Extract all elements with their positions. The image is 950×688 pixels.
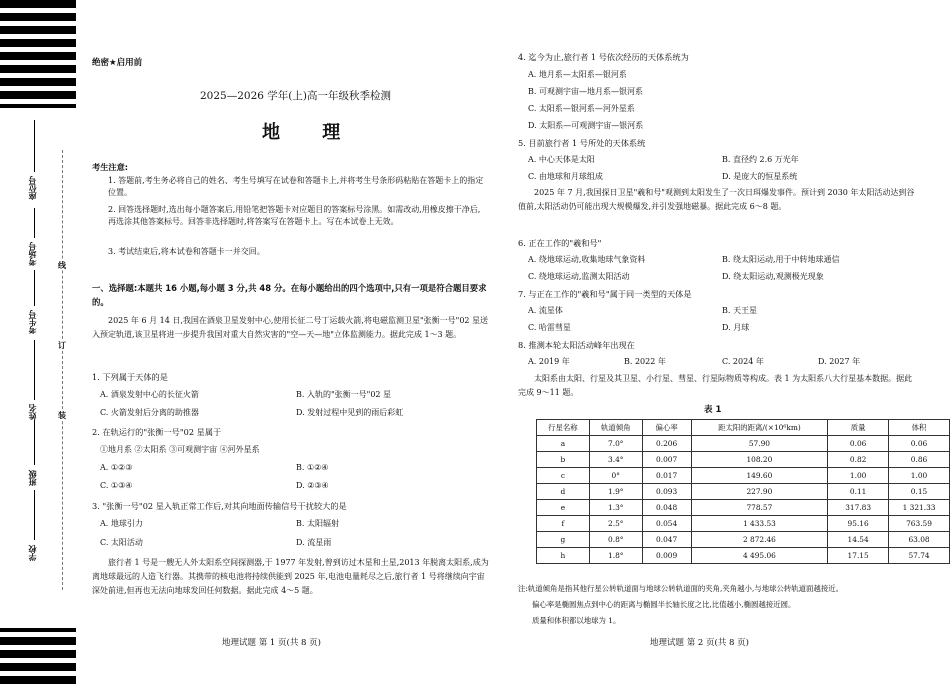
notice-heading: 考生注意: (92, 162, 129, 172)
class-label: 班级 (28, 470, 37, 486)
q4-option-d: D. 太阳系—可观测宇宙—银河系 (528, 121, 644, 130)
table-cell: 2 872.46 (691, 532, 828, 548)
passage-3: 2025 年 7 月,我国探日卫星"羲和号"观测到太阳发生了一次日珥爆发事件。预计到 2030 年太阳活动达到谷值前,太阳活动仍可能出现大规模爆发,并引发强地磁暴。据此完成 6～8 题。 (518, 188, 915, 211)
table-cell: 0.206 (642, 436, 691, 452)
question-8: 8. 推测本轮太阳活动峰年出现在 (518, 340, 635, 350)
school-line (34, 490, 35, 540)
table-cell: 1.00 (828, 468, 889, 484)
notice-item-1: 1. 答题前,考生务必将自己的姓名、考生号填写在试卷和答题卡上,并将考生号条形码粘贴在答题卡上的指定位置。 (108, 176, 484, 198)
q3-option-c: C. 太阳活动 (100, 538, 143, 547)
q6-option-b: B. 绕太阳运动,用于中转地球通信 (722, 255, 840, 264)
room-label: 考场号 (28, 242, 37, 266)
q7-option-a: A. 流星体 (528, 306, 563, 315)
table-cell: 0.007 (642, 452, 691, 468)
table-row (537, 500, 950, 516)
q2-option-b: B. ①②④ (296, 463, 329, 472)
q1-option-b: B. 入轨的"张衡一号"02 星 (296, 390, 392, 399)
table-cell: 14.54 (828, 532, 889, 548)
table-cell: 1 321.33 (889, 500, 950, 516)
table-cell: 0.093 (642, 484, 691, 500)
q2-option-a: A. ①②③ (100, 463, 133, 472)
table-row (537, 484, 950, 500)
table-cell: e (537, 500, 590, 516)
q5-option-a: A. 中心天体是太阳 (528, 155, 595, 164)
table-cell: c (537, 468, 590, 484)
table-row (537, 452, 950, 468)
name-label: 姓名 (28, 404, 37, 420)
table-cell: g (537, 532, 590, 548)
question-2: 2. 在轨运行的"张衡一号"02 星属于 (92, 427, 222, 437)
q4-option-b: B. 可观测宇宙—地月系—银河系 (528, 87, 643, 96)
table-cell: 0.048 (642, 500, 691, 516)
question-7: 7. 与正在工作的"羲和号"属于同一类型的天体是 (518, 289, 692, 299)
school-label: 学校 (28, 545, 37, 561)
exam-title: 2025—2026 学年(上)高一年级秋季检测 (200, 90, 391, 102)
table-cell: 108.20 (691, 452, 828, 468)
passage-4: 太阳系由太阳、行星及其卫星、小行星、彗星、行星际物质等构成。表 1 为太阳系八大行星基本数据。据此完成 9～11 题。 (518, 374, 913, 397)
table-cell: 57.74 (889, 548, 950, 564)
q8-option-c: C. 2024 年 (722, 357, 764, 366)
class-line (34, 420, 35, 465)
table-cell: 763.59 (889, 516, 950, 532)
question-1: 1. 下列属于天体的是 (92, 372, 168, 382)
table-cell: 0° (589, 468, 642, 484)
table-cell: 0.82 (828, 452, 889, 468)
table-cell: 7.0° (589, 436, 642, 452)
q6-option-d: D. 绕太阳运动,观测极光现象 (722, 272, 824, 281)
question-4: 4. 迄今为止,旅行者 1 号依次经历的天体系统为 (518, 52, 689, 62)
table-header-cell: 行星名称 (537, 420, 590, 436)
room-line (34, 208, 35, 238)
page-footer-1: 地理试题 第 1 页(共 8 页) (222, 638, 321, 648)
q3-option-b: B. 太阳辐射 (296, 519, 339, 528)
table-cell: h (537, 548, 590, 564)
cut-label-staple: 装 (58, 410, 66, 420)
table-cell: 1.8° (589, 548, 642, 564)
id-line (34, 270, 35, 306)
planet-data-table (536, 419, 950, 564)
question-5: 5. 目前旅行者 1 号所处的天体系统 (518, 138, 646, 148)
table-note-1: 注:轨道倾角是指其他行星公转轨道面与地球公转轨道面的夹角,夹角越小,与地球公转轨道面越接近。 (518, 584, 843, 593)
table-cell: 1.00 (889, 468, 950, 484)
table-cell: 227.90 (691, 484, 828, 500)
q1-option-d: D. 发射过程中见到的雨后彩虹 (296, 408, 404, 417)
table-cell: 0.15 (889, 484, 950, 500)
id-label: 考生号 (28, 310, 37, 334)
q7-option-b: B. 天王星 (722, 306, 757, 315)
table-cell: 0.047 (642, 532, 691, 548)
passage-2: 旅行者 1 号是一艘无人外太阳系空间探测器,于 1977 年发射,曾到访过木星和土星,2013 年脱离太阳系,成为离地球最远的人造飞行器。其携带的核电池将持续供能到 2025 年,电池电量耗尽之后,旅行者 1 号将继续向宇宙深处前进,但再也无法向地球发回任何数据。据此完成 4～5 题。 (92, 558, 489, 595)
table-cell: f (537, 516, 590, 532)
table-cell: 1 433.53 (691, 516, 828, 532)
table-header-cell: 质量 (828, 420, 889, 436)
table-cell: 0.06 (889, 436, 950, 452)
section-heading: 一、选择题:本题共 16 小题,每小题 3 分,共 48 分。在每小题给出的四个选项中,只有一项是符合题目要求的。 (92, 283, 487, 308)
q5-option-d: D. 是庞大的恒星系统 (722, 172, 798, 181)
q6-option-a: A. 绕地球运动,收集地球气象资料 (528, 255, 646, 264)
table-cell: 57.90 (691, 436, 828, 452)
table-cell: 1.3° (589, 500, 642, 516)
seat-label: 座位号 (28, 176, 37, 200)
table-header-cell: 偏心率 (642, 420, 691, 436)
binding-area (0, 108, 76, 628)
q2-option-c: C. ①③④ (100, 481, 133, 490)
table-cell: a (537, 436, 590, 452)
table-cell: 149.60 (691, 468, 828, 484)
q8-option-b: B. 2022 年 (624, 357, 666, 366)
q1-option-c: C. 火箭发射后分离的助推器 (100, 408, 199, 417)
q7-option-c: C. 哈雷彗星 (528, 323, 571, 332)
q8-option-a: A. 2019 年 (528, 357, 570, 366)
table-cell: 3.4° (589, 452, 642, 468)
passage-1: 2025 年 6 月 14 日,我国在酒泉卫星发射中心,使用长征二号丁运载火箭,将电磁监测卫星"张衡一号"02 星送入预定轨道,该卫星将进一步提升我国对重大自然灾害的"空—天—地"立体监测能力。据此完成 1～3 题。 (92, 316, 489, 339)
table-cell: 2.5° (589, 516, 642, 532)
table-cell: 63.08 (889, 532, 950, 548)
table-cell: 95.16 (828, 516, 889, 532)
table-cell: 778.57 (691, 500, 828, 516)
q5-option-b: B. 直径约 2.6 万光年 (722, 155, 799, 164)
subject-title: 地 理 (262, 122, 359, 143)
table-cell: 1.9° (589, 484, 642, 500)
table-title: 表 1 (704, 405, 722, 415)
table-header-row (537, 420, 950, 436)
table-header-cell: 距太阳的距离/(×10⁶km) (691, 420, 828, 436)
q4-option-c: C. 太阳系—银河系—河外星系 (528, 104, 635, 113)
table-row (537, 468, 950, 484)
notice-item-2: 2. 回答选择题时,选出每小题答案后,用铅笔把答题卡对应题目的答案标号涂黑。如需改动,用橡皮擦干净后,再选涂其他答案标号。回答非选择题时,将答案写在答题卡上。写在本试卷上无效。 (108, 205, 481, 227)
question-6: 6. 正在工作的"羲和号" (518, 238, 602, 248)
cut-label-line: 线 (58, 260, 66, 270)
confidential-mark: 绝密★启用前 (92, 58, 143, 68)
q3-option-d: D. 流星雨 (296, 538, 332, 547)
table-cell: d (537, 484, 590, 500)
table-cell: 317.83 (828, 500, 889, 516)
question-3: 3. "张衡一号"02 星入轨正常工作后,对其向地面传输信号干扰较大的是 (92, 501, 347, 511)
table-cell: 0.11 (828, 484, 889, 500)
table-row (537, 532, 950, 548)
q3-option-a: A. 地球引力 (100, 519, 143, 528)
page-footer-2: 地理试题 第 2 页(共 8 页) (650, 638, 749, 648)
table-header-cell: 轨道倾角 (589, 420, 642, 436)
q2-choices: ①地月系 ②太阳系 ③可观测宇宙 ④河外星系 (100, 445, 260, 454)
table-note-2: 偏心率是椭圆焦点到中心的距离与椭圆半长轴长度之比,比值越小,椭圆越接近圆。 (532, 600, 796, 609)
table-row (537, 548, 950, 564)
notice-item-3: 3. 考试结束后,将本试卷和答题卡一并交回。 (108, 247, 265, 256)
q8-option-d: D. 2027 年 (818, 357, 861, 366)
table-note-3: 质量和体积都以地球为 1。 (532, 616, 621, 625)
table-cell: 0.86 (889, 452, 950, 468)
table-cell: 0.009 (642, 548, 691, 564)
table-header-cell: 体积 (889, 420, 950, 436)
table-row (537, 516, 950, 532)
seat-line (34, 120, 35, 172)
cut-label-bind: 订 (58, 340, 66, 350)
table-cell: 0.054 (642, 516, 691, 532)
q4-option-a: A. 地月系—太阳系—银河系 (528, 70, 627, 79)
q5-option-c: C. 由地球和月球组成 (528, 172, 603, 181)
name-line (34, 340, 35, 400)
q1-option-a: A. 酒泉发射中心的长征火箭 (100, 390, 199, 399)
table-cell: 4 495.06 (691, 548, 828, 564)
table-cell: 0.8° (589, 532, 642, 548)
q7-option-d: D. 月球 (722, 323, 750, 332)
table-row (537, 436, 950, 452)
table-cell: 0.017 (642, 468, 691, 484)
table-cell: b (537, 452, 590, 468)
q2-option-d: D. ②③④ (296, 481, 329, 490)
q6-option-c: C. 绕地球运动,监测太阳活动 (528, 272, 630, 281)
table-cell: 0.06 (828, 436, 889, 452)
table-cell: 17.15 (828, 548, 889, 564)
cut-line (62, 150, 63, 590)
